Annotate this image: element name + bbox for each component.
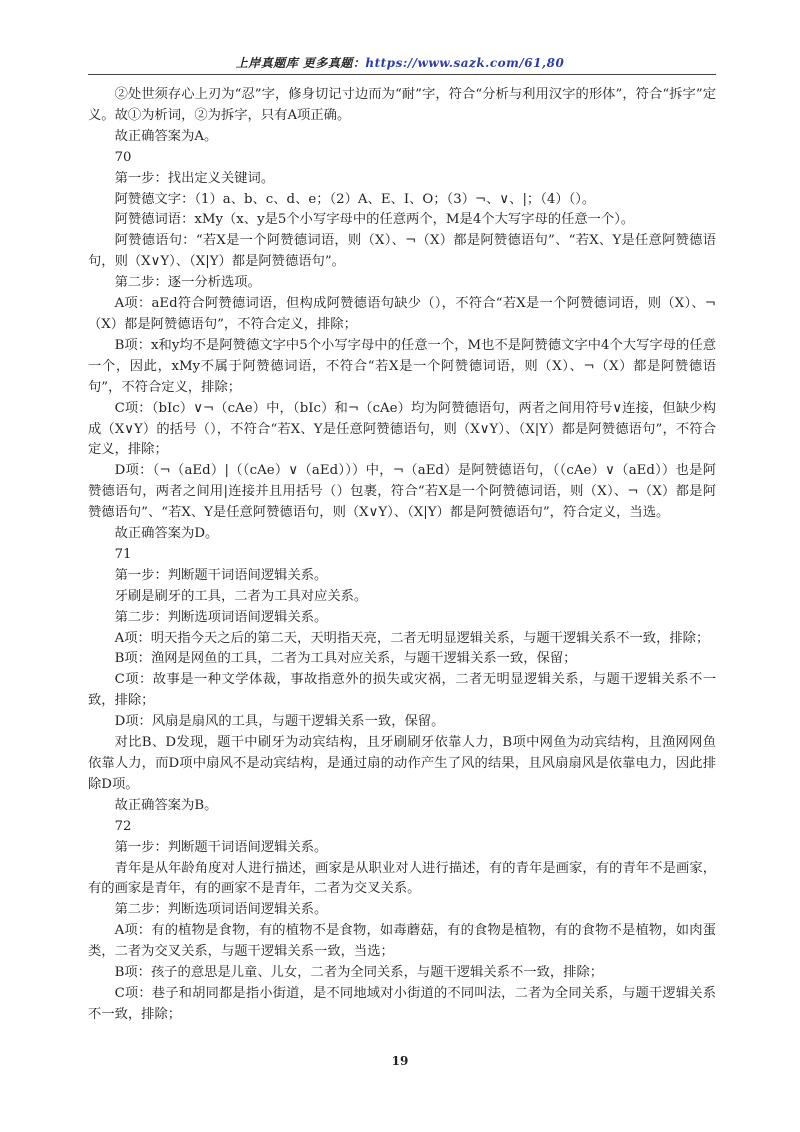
paragraph: 阿赞德语句：“若X是一个阿赞德词语，则（X）、¬（X）都是阿赞德语句”、“若X、Y是任意阿赞德语句，则（X∨Y）、（X|Y）都是阿赞德语句”。 (88, 233, 716, 270)
question-number: 70 (114, 149, 132, 165)
paragraph: 故正确答案为B。 (114, 797, 218, 813)
question-number: 71 (114, 546, 132, 562)
paragraph: B项：孩子的意思是儿童、儿女，二者为全同关系，与题干逻辑关系不一致，排除； (114, 965, 604, 981)
page-header (0, 54, 800, 71)
paragraph: 阿赞德文字：（1）a、b、c、d、e；（2）A、E、I、O；（3）¬、∨、|；（4）（）。 (114, 191, 596, 207)
paragraph: 第二步：判断选项词语间逻辑关系。 (114, 902, 328, 918)
question-number: 72 (114, 818, 132, 834)
paragraph: 牙刷是刷牙的工具，二者为工具对应关系。 (114, 588, 368, 604)
document-body (88, 85, 716, 1026)
page-number: 19 (391, 1054, 409, 1068)
paragraph: C项：（bIc）∨¬（cAe）中，（bIc）和¬（cAe）均为阿赞德语句，两者之间用符号∨连接，但缺少构成（X∨Y）的括号（），不符合“若X、Y是任意阿赞德语句，则（X∨Y）、（X|Y）都是阿赞德语句”，不符合定义，排除； (88, 400, 716, 458)
header-url-link[interactable]: https://www.sazk.com/61,80 (365, 56, 565, 70)
paragraph: D项：风扇是扇风的工具，与题干逻辑关系一致，保留。 (114, 714, 445, 730)
paragraph: 故正确答案为D。 (114, 526, 219, 542)
paragraph: A项：明天指今天之后的第二天，天明指天亮，二者无明显逻辑关系，与题干逻辑关系不一致，排除； (114, 630, 710, 646)
paragraph: ②处世须存心上刃为“忍”字，修身切记寸边而为“耐”字，符合“分析与利用汉字的形体”，符合“拆字”定义。故①为析词，②为拆字，只有A项正确。 (88, 87, 716, 123)
paragraph: A项：aEd符合阿赞德词语，但构成阿赞德语句缺少（），不符合“若X是一个阿赞德词语，则（X）、¬（X）都是阿赞德语句”，不符合定义，排除； (88, 296, 716, 332)
paragraph: 阿赞德词语：xMy（x、y是5个小写字母中的任意两个，M是4个大写字母的任意一个）。 (114, 212, 635, 228)
paragraph: C项：故事是一种文学体裁，事故指意外的损失或灾祸，二者无明显逻辑关系，与题干逻辑关系不一致，排除； (88, 672, 716, 709)
paragraph: 故正确答案为A。 (114, 128, 218, 144)
paragraph: 第二步：判断选项词语间逻辑关系。 (114, 609, 328, 625)
paragraph: B项：x和y均不是阿赞德文字中5个小写字母中的任意一个，M也不是阿赞德文字中4个大写字母的任意一个，因此，xMy不属于阿赞德词语，不符合“若X是一个阿赞德词语，则（X）、¬（X）都是阿赞德语句”，不符合定义，排除； (88, 337, 717, 395)
header-source-label: 上岸真题库 更多真题： (235, 56, 366, 70)
paragraph: D项：（¬（aEd）|（（cAe）∨（aEd）））中，¬（aEd）是阿赞德语句，（（cAe）∨（aEd））也是阿赞德语句，两者之间用|连接并且用括号（）包裹，符合“若X是一个阿赞德词语，则（X）、¬（X）都是阿赞德语句”、“若X、Y是任意阿赞德语句，则（X∨Y）、（X|Y）都是阿赞德语句”，符合定义，当选。 (88, 463, 716, 521)
header-divider (88, 74, 716, 75)
paragraph: 青年是从年龄角度对人进行描述，画家是从职业对人进行描述，有的青年是画家，有的青年不是画家，有的画家是青年，有的画家不是青年，二者为交叉关系。 (88, 860, 716, 897)
paragraph: 第一步：找出定义关键词。 (114, 170, 275, 186)
paragraph: 对比B、D发现，题干中刷牙为动宾结构，且牙刷刷牙依靠人力，B项中网鱼为动宾结构，且渔网网鱼依靠人力，而D项中扇风不是动宾结构，是通过扇的动作产生了风的结果，且风扇扇风是依靠电力，因此排除D项。 (88, 735, 716, 792)
paragraph: 第二步：逐一分析选项。 (114, 275, 261, 291)
paragraph: B项：渔网是网鱼的工具，二者为工具对应关系，与题干逻辑关系一致，保留； (114, 651, 577, 667)
paragraph: A项：有的植物是食物，有的植物不是食物，如毒蘑菇，有的食物是植物，有的食物不是植物，如肉蛋类，二者为交叉关系，与题干逻辑关系一致，当选； (88, 923, 716, 960)
paragraph: 第一步：判断题干词语间逻辑关系。 (114, 839, 328, 855)
paragraph: C项：巷子和胡同都是指小街道，是不同地域对小街道的不同叫法，二者为全同关系，与题干逻辑关系不一致，排除； (88, 985, 716, 1022)
paragraph: 第一步：判断题干词语间逻辑关系。 (114, 567, 328, 583)
